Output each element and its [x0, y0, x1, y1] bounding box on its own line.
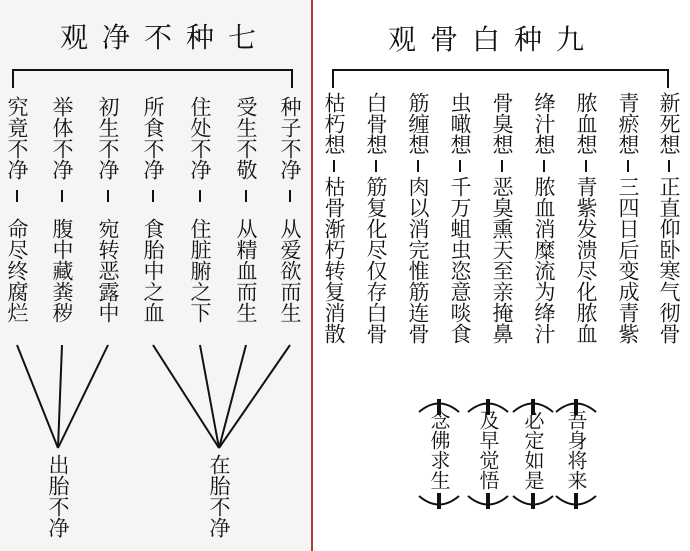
- right-col-top: 绛汁想: [532, 92, 556, 155]
- right-col-bottom: 筋复化尽仅存白骨: [364, 176, 388, 344]
- left-col-bottom: 命尽终腐烂: [5, 218, 29, 323]
- separator-dash: [459, 160, 461, 172]
- right-col-bottom: 正直仰卧寒气彻骨: [657, 176, 681, 344]
- separator-dash: [417, 160, 419, 172]
- scroll-text: 必定如是: [521, 410, 545, 490]
- right-col-top: 枯朽想: [322, 92, 346, 155]
- right-col-bottom: 枯骨渐朽转复消散: [322, 176, 346, 344]
- separator-dash: [375, 160, 377, 172]
- left-title: 观净不种七: [60, 21, 271, 54]
- left-col-bottom: 食胎中之血: [141, 218, 165, 323]
- scroll-2: [467, 397, 509, 511]
- separator-dash: [107, 190, 109, 202]
- right-col-top: 青瘀想: [616, 92, 640, 155]
- right-col-bottom: 千万蛆虫恣意啖食: [448, 176, 472, 344]
- scroll-3: [512, 397, 554, 511]
- scroll-1: [418, 397, 460, 511]
- right-col-top: 虫噉想: [448, 92, 472, 155]
- scroll-text: 念佛求生: [427, 410, 451, 490]
- right-col-bottom: 肉以消完惟筋连骨: [406, 176, 430, 344]
- separator-dash: [333, 160, 335, 172]
- left-col-bottom: 住脏腑之下: [188, 218, 212, 323]
- left-col-bottom: 从爱欲而生: [278, 218, 302, 323]
- left-col-top: 种子不净: [278, 96, 302, 180]
- right-col-bottom: 恶臭熏天至亲掩鼻: [490, 176, 514, 344]
- scroll-edge-bottom: [418, 495, 460, 511]
- right-col-bottom: 三四日后变成青紫: [616, 176, 640, 344]
- left-col-top: 举体不净: [50, 96, 74, 180]
- scroll-4: [555, 397, 597, 511]
- right-title: 观骨白种九: [388, 23, 599, 56]
- right-col-top: 脓血想: [574, 92, 598, 155]
- separator-dash: [501, 160, 503, 172]
- separator-dash: [61, 190, 63, 202]
- right-col-top: 骨臭想: [490, 92, 514, 155]
- left-col-bottom: 腹中藏粪秽: [50, 218, 74, 323]
- separator-dash: [627, 160, 629, 172]
- left-col-bottom: 从精血而生: [234, 218, 258, 323]
- panel-divider: [311, 0, 313, 551]
- right-col-top: 筋缠想: [406, 92, 430, 155]
- group-label-in-womb: 在胎不净: [207, 454, 231, 538]
- left-col-top: 住处不净: [188, 96, 212, 180]
- left-col-top: 究竟不净: [5, 96, 29, 180]
- separator-dash: [289, 190, 291, 202]
- scroll-text: 及早觉悟: [476, 410, 500, 490]
- scroll-edge-bottom: [467, 495, 509, 511]
- separator-dash: [152, 190, 154, 202]
- left-col-top: 初生不净: [96, 96, 120, 180]
- scroll-text: 吾身将来: [564, 410, 588, 490]
- separator-dash: [16, 190, 18, 202]
- right-col-top: 白骨想: [364, 92, 388, 155]
- separator-dash: [199, 190, 201, 202]
- left-col-top: 受生不敬: [234, 96, 258, 180]
- separator-dash: [543, 160, 545, 172]
- separator-dash: [245, 190, 247, 202]
- separator-dash: [585, 160, 587, 172]
- right-col-bottom: 脓血消糜流为绛汁: [532, 176, 556, 344]
- left-col-bottom: 宛转恶露中: [96, 218, 120, 323]
- group-label-out-of-womb: 出胎不净: [46, 454, 70, 538]
- scroll-edge-bottom: [555, 495, 597, 511]
- right-col-top: 新死想: [657, 92, 681, 155]
- scroll-edge-bottom: [512, 495, 554, 511]
- right-col-bottom: 青紫发溃尽化脓血: [574, 176, 598, 344]
- left-col-top: 所食不净: [141, 96, 165, 180]
- separator-dash: [668, 160, 670, 172]
